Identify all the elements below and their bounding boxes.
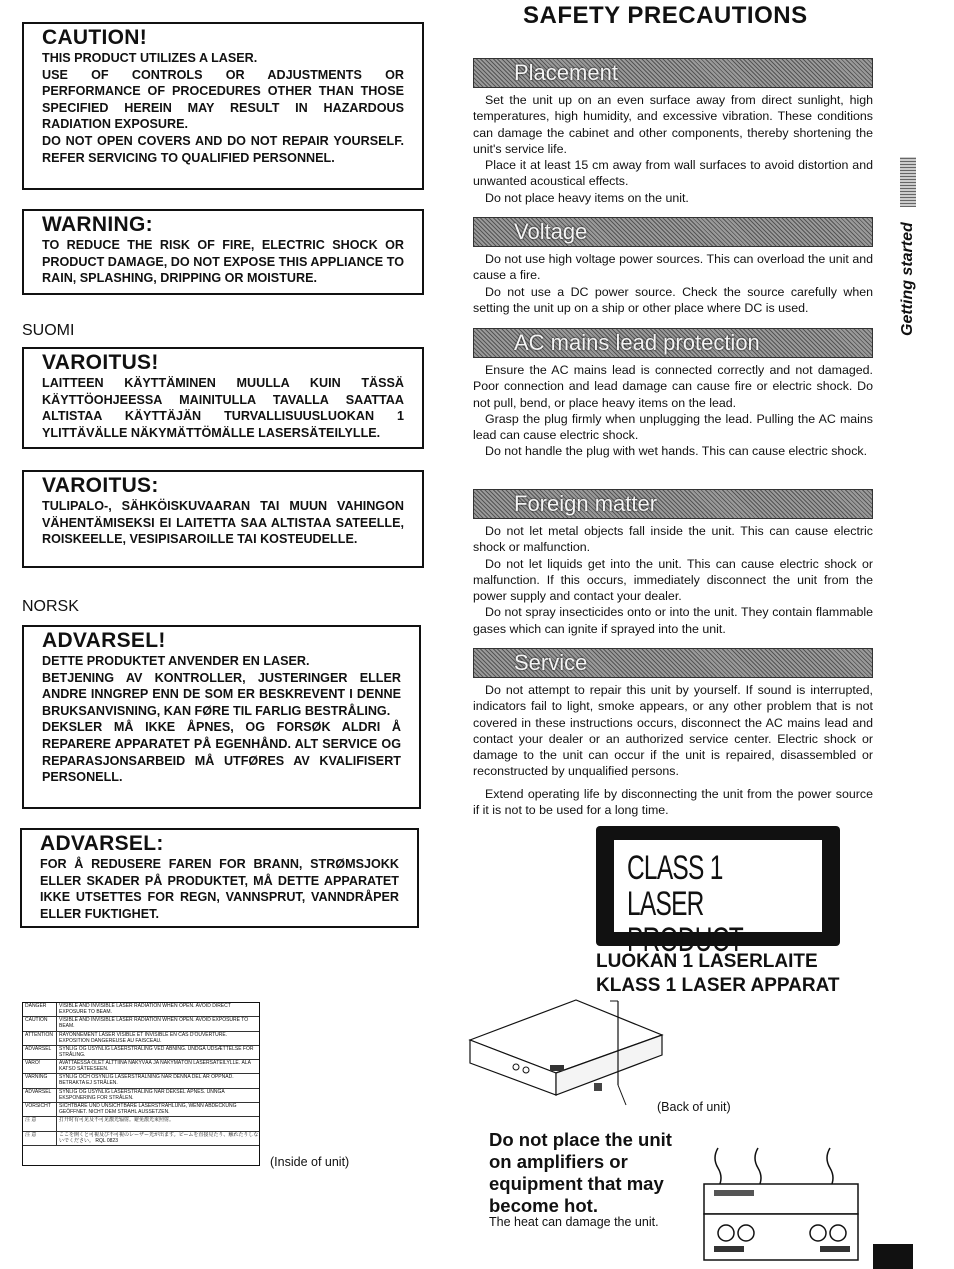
label-table-value: VISIBLE AND INVISIBLE LASER RADIATION WHEN OPEN. AVOID DIRECT EXPOSURE TO BEAM.: [59, 1003, 231, 1015]
foreign-para-2: Do not let liquids get into the unit. This can cause electric shock or malfunction. If this occurs, immediately disconnect the unit from the power supply and contact your dealer.: [473, 556, 873, 604]
laser-line-2: LASER PRODUCT: [626, 885, 743, 959]
label-table-row: [23, 1017, 259, 1031]
label-table-row: [23, 1089, 259, 1103]
service-para-1: Do not attempt to repair this unit by yourself. If sound is interrupted, indicators fail to light, smoke appears, or any other problem that is not covered in these instructions occurs, disconnect the AC mains lead and contact your dealer or an authorized service center. Electric shock or damage to the unit can occur if the unit is repaired, disassembled or reconstructed by unqualified persons.: [473, 683, 873, 779]
label-table-value: 打开时有可见及不可见激光辐射。避免激光束照射。: [59, 1117, 175, 1124]
ac-para-1: Ensure the AC mains lead is connected correctly and not damaged. Poor connection and lead damage can cause fire or electric shock. Do not pull, bend, or place heavy items on the lead.: [473, 363, 873, 410]
varoitus-box-1: [22, 347, 424, 449]
voltage-para-1: Do not use high voltage power sources. This can overload the unit and cause a fire.: [473, 252, 873, 283]
section-band-voltage: Voltage: [473, 217, 873, 247]
section-band-ac-lead: AC mains lead protection: [473, 328, 873, 358]
section-service: [473, 648, 873, 818]
hot-warning-heading: Do not place the unit on amplifiers or equipment that may become hot.: [489, 1129, 672, 1216]
label-table-key: VARNING: [23, 1074, 57, 1087]
advarsel-box-2: [20, 828, 419, 928]
section-band-placement: Placement: [473, 58, 873, 88]
advarsel-box-1: [22, 625, 421, 809]
label-table-key: CAUTION: [23, 1017, 57, 1030]
side-tab-marker: [900, 157, 916, 207]
label-table-key: 注 意: [23, 1117, 57, 1130]
section-foreign-matter: [473, 489, 873, 637]
label-table-key: 注 意: [23, 1132, 57, 1145]
voltage-para-2: Do not use a DC power source. Check the source carefully when setting the unit up on a ship or other place where DC is used.: [473, 284, 873, 315]
label-table-value: SYNLIG OG USYNLIG LASERSTRÅLING VED ÅBNING. UNDGÅ UDSÆTTELSE FOR STRÅLING.: [59, 1045, 254, 1058]
label-table-row: [23, 1132, 259, 1146]
unit-back-illustration: [466, 995, 666, 1110]
foreign-para-1: Do not let metal objects fall inside the unit. This can cause electric shock or malfunction.: [473, 524, 873, 555]
ac-para-2: Grasp the plug firmly when unplugging the lead. Pulling the AC mains lead can cause electric shock.: [473, 411, 873, 443]
caution-heading: CAUTION!: [42, 26, 148, 49]
placement-para-3: Do not place heavy items on the unit.: [485, 190, 689, 205]
label-table-row: [23, 1046, 259, 1060]
placement-para-2: Place it at least 15 cm away from wall surfaces to avoid distortion and unwanted acoustical effects.: [473, 158, 873, 189]
label-table-value: SYNLIG OG USYNLIG LASERSTRÅLING NÅR DEKSEL ÅPNES. UNNGÅ EKSPONERING FOR STRÅLEN.: [59, 1088, 225, 1101]
section-band-service: Service: [473, 648, 873, 678]
advarsel-heading-2: ADVARSEL:: [40, 832, 164, 855]
class1-laser-label: [596, 826, 840, 959]
label-table-value: SYNLIG OCH OSYNLIG LASERSTRÅLNING NÄR DENNA DEL ÄR ÖPPNAD. BETRAKTA EJ STRÅLEN.: [59, 1074, 234, 1087]
advarsel-heading-1: ADVARSEL!: [42, 629, 166, 652]
laser-finnish: LUOKAN 1 LASERLAITE: [596, 951, 818, 972]
section-ac-lead: [473, 328, 873, 460]
section-voltage: [473, 217, 873, 316]
norsk-label: NORSK: [22, 598, 79, 615]
label-table-key: DANGER: [23, 1003, 57, 1016]
page-edge-marker: [873, 1244, 913, 1269]
label-table-key: ADVARSEL: [23, 1089, 57, 1102]
suomi-label: SUOMI: [22, 322, 75, 339]
service-para-2: Extend operating life by disconnecting the unit from the power source if it is not to be used for a long time.: [473, 786, 873, 818]
label-table-row: [23, 1060, 259, 1074]
label-table-key: ADVARSEL: [23, 1046, 57, 1059]
warning-heading: WARNING:: [42, 213, 153, 236]
warning-box: [22, 209, 424, 295]
label-table-row: [23, 1103, 259, 1117]
warning-body: TO REDUCE THE RISK OF FIRE, ELECTRIC SHOCK OR PRODUCT DAMAGE, DO NOT EXPOSE THIS APPLIANCE TO RAIN, SPLASHING, DRIPPING OR MOISTURE.: [42, 238, 404, 286]
varoitus-body-1: LAITTEEN KÄYTTÄMINEN MUULLA KUIN TÄSSÄ KÄYTTÖOHJEESSA MAINITULLA TAVALLA SAATTAA ALTISTAA KÄYTTÄJÄN TURVALLISUUSLUOKAN 1 YLITTÄVÄLLE NÄKYMÄTTÖMÄLLE LASERSÄTEILYLLE.: [42, 376, 404, 440]
label-table-value: ここを開くと可視及び不可視のレーザー光が出ます。ビームを直接見たり、触れたりしないでください。 RQL 0823: [59, 1131, 259, 1144]
hot-warning-body: The heat can damage the unit.: [489, 1215, 659, 1229]
label-table-key: VORSICHT: [23, 1103, 57, 1116]
varoitus-heading-1: VAROITUS!: [42, 351, 159, 374]
label-table-key: ATTENTION: [23, 1032, 57, 1045]
label-table-value: RAYONNEMENT LASER VISIBLE ET INVISIBLE EN CAS D'OUVERTURE. EXPOSITION DANGEREUSE AU FAISCEAU.: [59, 1031, 228, 1044]
foreign-para-3: Do not spray insecticides onto or into the unit. They contain flammable gases which can ignite if sprayed into the unit.: [473, 605, 873, 636]
ac-para-3: Do not handle the plug with wet hands. This can cause electric shock.: [485, 444, 868, 459]
advarsel-body-2: FOR Å REDUSERE FAREN FOR BRANN, STRØMSJOKK ELLER SKADER PÅ PRODUKTET, MÅ DETTE APPARATET IKKE UTSETTES FOR REGN, VANNSPRUT, VANNDRÅPER ELLER FUKTIGHET.: [40, 857, 399, 921]
label-table-key: VARO!: [23, 1060, 57, 1073]
label-table-row: [23, 1032, 259, 1046]
varoitus-box-2: [22, 470, 424, 568]
label-table-row: [23, 1074, 259, 1088]
label-table-value: AVATTAESSA OLET ALTTIINA NÄKYVÄÄ JA NÄKYMÄTÖN LASERSÄTEILYLLE. ÄLÄ KATSO SÄTEESEEN.: [59, 1060, 251, 1073]
inside-caption: (Inside of unit): [270, 1155, 350, 1169]
varoitus-heading-2: VAROITUS:: [42, 474, 159, 497]
caution-body: THIS PRODUCT UTILIZES A LASER. USE OF CONTROLS OR ADJUSTMENTS OR PERFORMANCE OF PROCEDURES OTHER THAN THOSE SPECIFIED HEREIN MAY RESULT IN HAZARDOUS RADIATION EXPOSURE. DO NOT OPEN COVERS AND DO NOT REPAIR YOURSELF. REFER SERVICING TO QUALIFIED PERSONNEL.: [42, 51, 404, 165]
label-table-value: SICHTBARE UND UNSICHTBARE LASERSTRAHLUNG, WENN ABDECKUNG GEÖFFNET. NICHT DEM STRAHL AUSSETZEN.: [59, 1103, 237, 1116]
placement-para-1: Set the unit up on an even surface away from direct sunlight, high temperatures, high humidity, and excessive vibration. These conditions can damage the cabinet and other components, thereby shortening the unit's service life.: [473, 93, 873, 156]
page-title: SAFETY PRECAUTIONS: [523, 2, 808, 29]
label-table-row: [23, 1117, 259, 1131]
laser-swedish: KLASS 1 LASER APPARAT: [596, 975, 840, 996]
varoitus-body-2: TULIPALO-, SÄHKÖISKUVAARAN TAI MUUN VAHINGON VÄHENTÄMISEKSI EI LAITETTA SAA ALTISTAA SATEELLE, ROISKEELLE, VESIPISAROILLE TAI KOSTEUDELLE.: [42, 499, 404, 547]
laser-line-1: CLASS 1: [626, 849, 723, 887]
advarsel-body-1: DETTE PRODUKTET ANVENDER EN LASER. BETJENING AV KONTROLLER, JUSTERINGER ELLER ANDRE INNGREP ENN DE SOM ER BESKREVENT I DENNE BRUKSANVISNING, KAN FØRE TIL FARLIG BESTRÅLING. DEKSLER MÅ IKKE ÅPNES, OG FORSØK ALDRI Å REPARERE APPARATET PÅ EGENHÅND. ALT SERVICE OG REPARASJONSARBEID MÅ UTFØRES AV KVALIFISERT PERSONELL.: [42, 654, 401, 785]
laser-warning-label: [22, 1002, 260, 1166]
caution-box: [22, 22, 424, 190]
amplifier-illustration: [700, 1138, 862, 1266]
section-placement: [473, 58, 873, 206]
label-table-value: VISIBLE AND INVISIBLE LASER RADIATION WHEN OPEN. AVOID EXPOSURE TO BEAM.: [59, 1017, 249, 1030]
back-caption: (Back of unit): [657, 1100, 731, 1114]
side-tab-label: Getting started: [899, 222, 916, 336]
section-band-foreign-matter: Foreign matter: [473, 489, 873, 519]
label-table-row: [23, 1003, 259, 1017]
